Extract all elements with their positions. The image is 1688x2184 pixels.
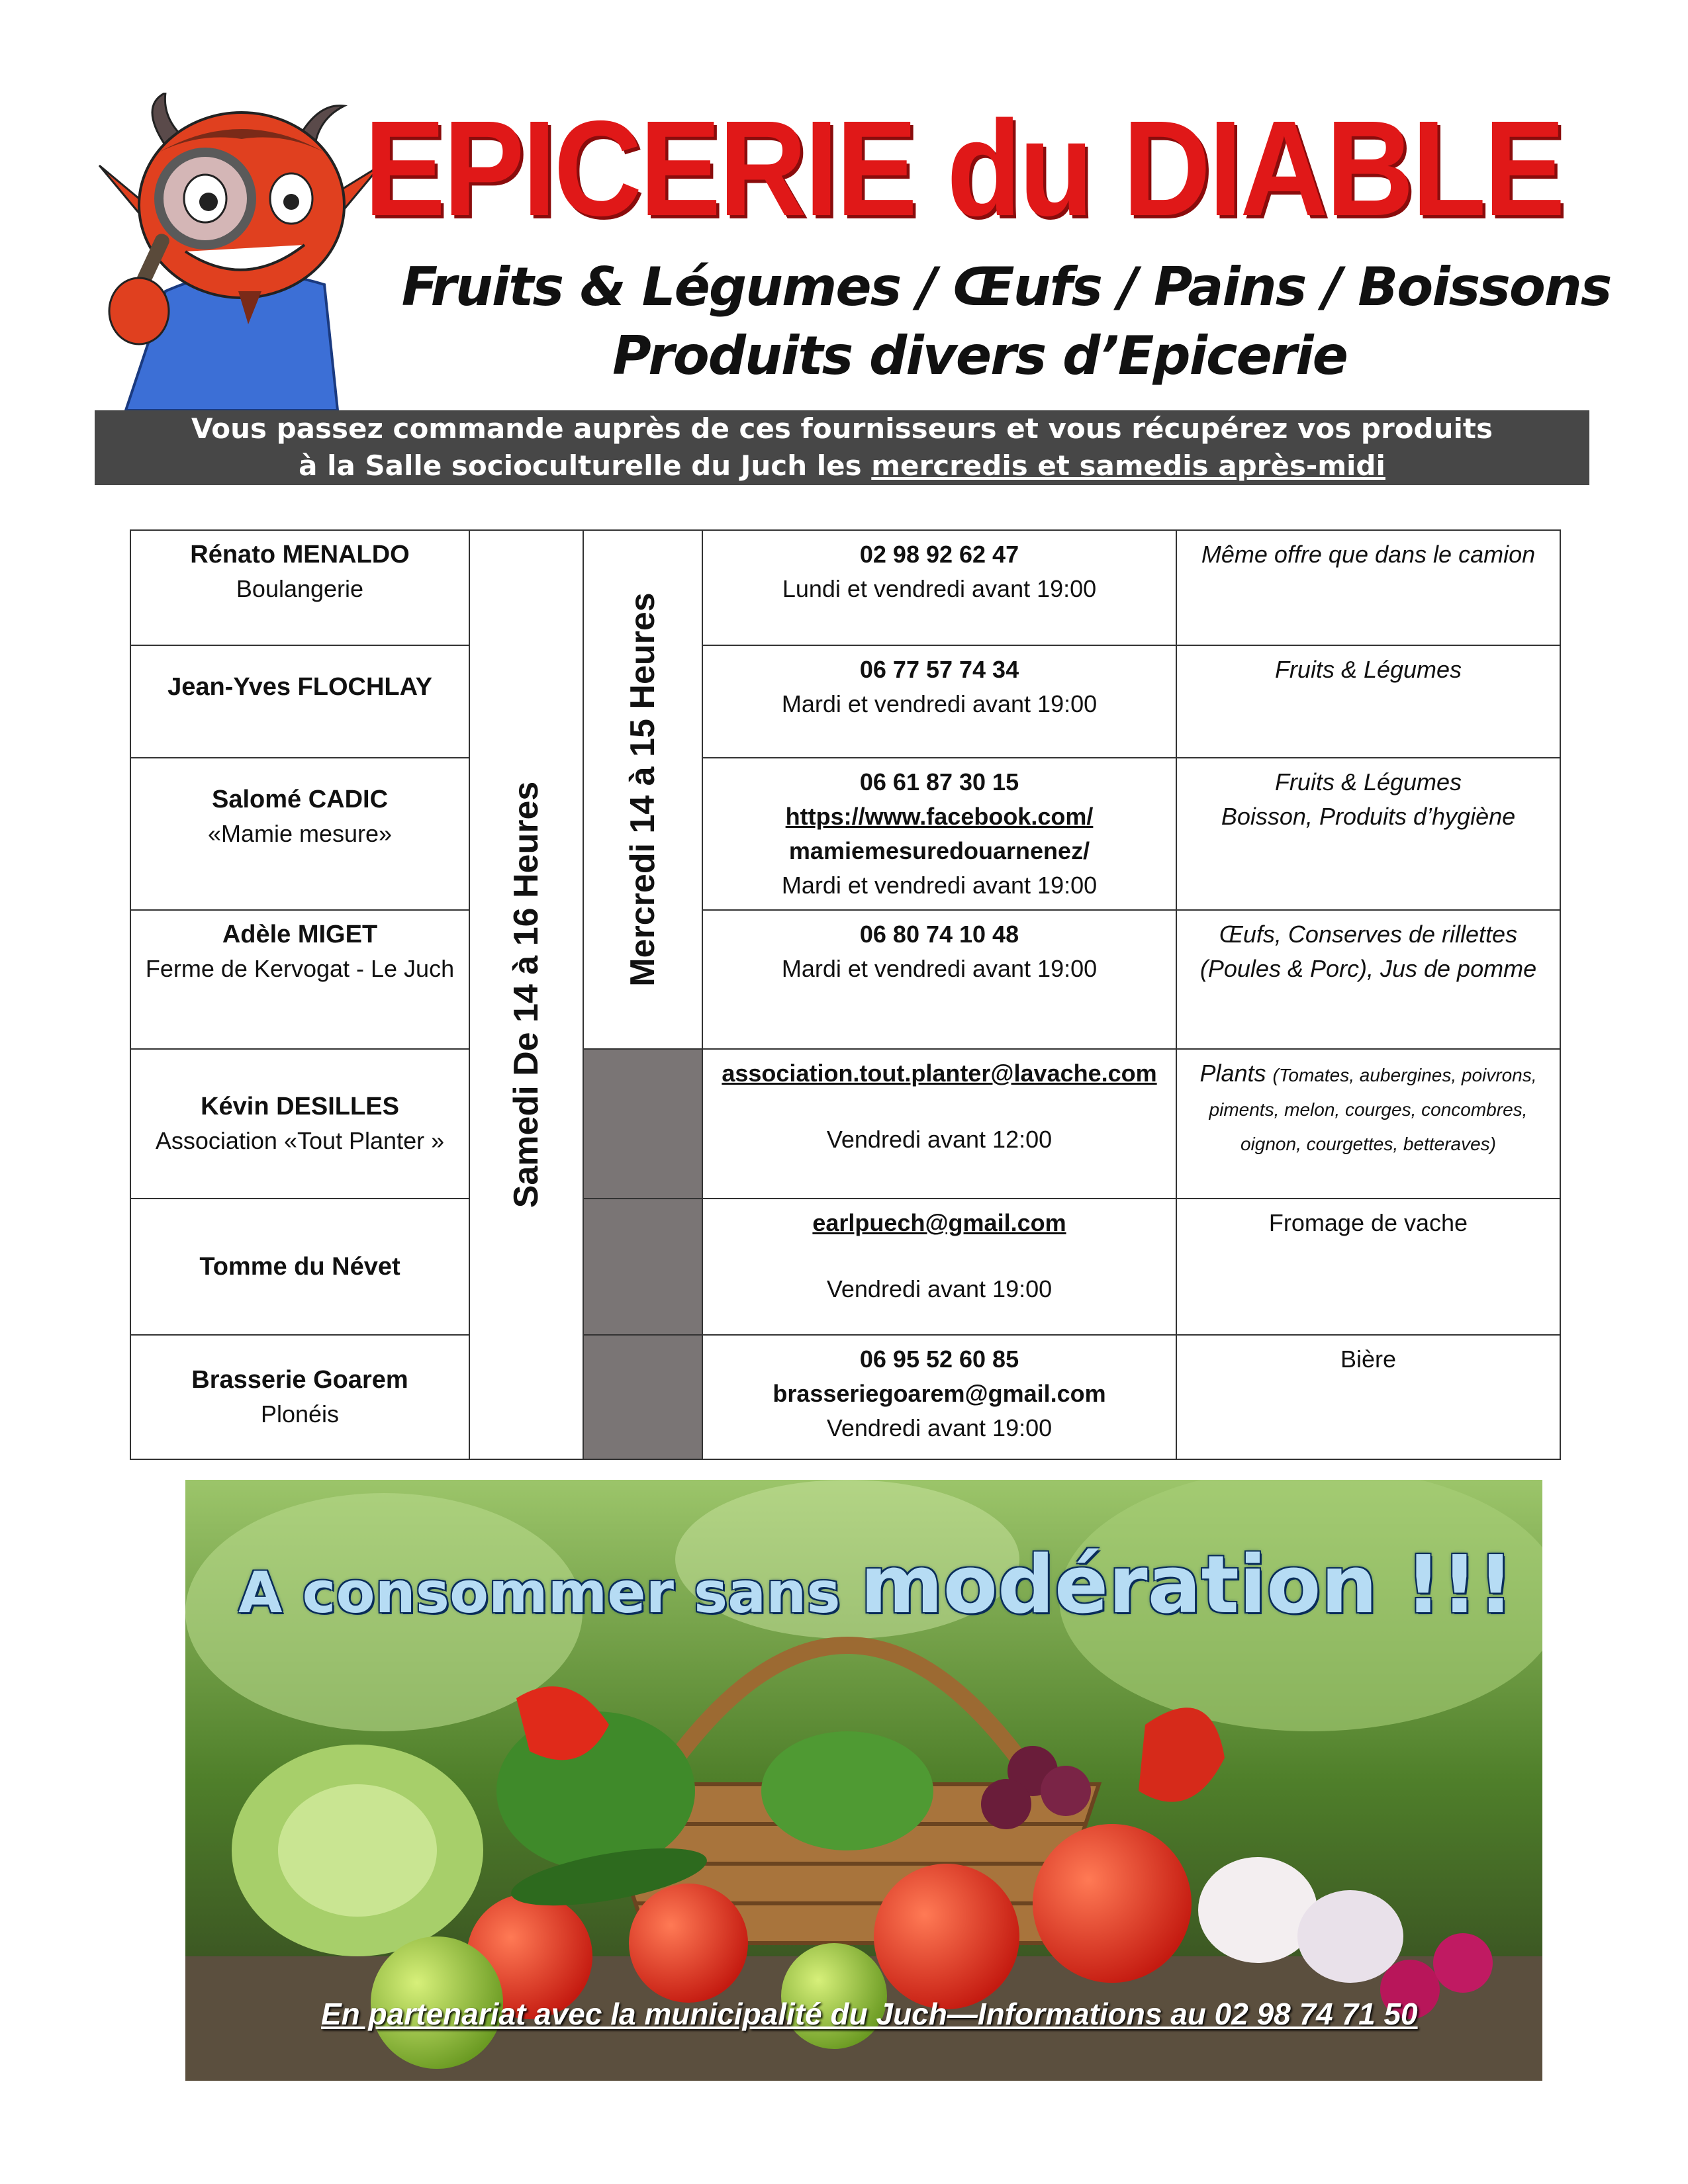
supplier-name: Adèle MIGET: [222, 921, 378, 948]
offer-text-2: Boisson, Produits d’hygiène: [1221, 803, 1516, 830]
banner-line-2-prefix: à la Salle socioculturelle du Juch les: [299, 449, 872, 482]
order-deadline: Vendredi avant 19:00: [826, 1414, 1053, 1441]
offer-cell: [1176, 1335, 1560, 1459]
phone-number[interactable]: 06 80 74 10 48: [859, 921, 1019, 948]
table-row: [130, 1049, 1560, 1199]
caption-part-2: modération !!!: [860, 1539, 1514, 1631]
email-link[interactable]: earlpuech@gmail.com: [812, 1209, 1066, 1236]
supplier-cell: [130, 1335, 469, 1459]
offer-cell: [1176, 758, 1560, 910]
supplier-name: Brasserie Goarem: [191, 1366, 408, 1394]
wednesday-hours: Mercredi 14 à 15 Heures: [624, 592, 662, 987]
vegetable-basket-image: [185, 1480, 1542, 2081]
supplier-name: Rénato MENALDO: [190, 541, 410, 569]
order-deadline: Lundi et vendredi avant 19:00: [782, 575, 1097, 602]
banner-line-2: [95, 447, 1589, 484]
supplier-subtitle: Association «Tout Planter »: [155, 1127, 445, 1154]
offer-cell: [1176, 1199, 1560, 1335]
devil-mascot-icon: [86, 93, 391, 410]
offer-text: Œufs, Conserves de rillettes (Poules & Porc), Jus de pomme: [1199, 921, 1537, 982]
no-wednesday-cell: [583, 1049, 702, 1199]
no-wednesday-cell: [583, 1335, 702, 1459]
phone-number[interactable]: 06 77 57 74 34: [859, 656, 1019, 683]
saturday-column: [469, 530, 583, 1459]
supplier-cell: [130, 758, 469, 910]
contact-cell: [702, 530, 1176, 645]
supplier-subtitle: «Mamie mesure»: [207, 820, 393, 847]
order-deadline: Mardi et vendredi avant 19:00: [781, 872, 1098, 899]
no-wednesday-cell: [583, 1199, 702, 1335]
order-deadline: Vendredi avant 19:00: [826, 1275, 1053, 1302]
phone-number[interactable]: 02 98 92 62 47: [859, 541, 1019, 568]
wednesday-column: [583, 530, 702, 1049]
supplier-cell: [130, 1049, 469, 1199]
contact-cell: [702, 758, 1176, 910]
offer-cell: [1176, 645, 1560, 758]
offer-text: Fruits & Légumes: [1274, 768, 1462, 796]
supplier-name: Kévin DESILLES: [201, 1093, 399, 1120]
offer-text: Bière: [1340, 1345, 1397, 1373]
phone-number[interactable]: 06 61 87 30 15: [859, 768, 1019, 796]
contact-cell: [702, 645, 1176, 758]
table-row: [130, 1335, 1560, 1459]
table-row: [130, 910, 1560, 1049]
subtitle-products: Fruits & Légumes / Œufs / Pains / Boissons: [401, 256, 1611, 318]
contact-cell: [702, 1199, 1176, 1335]
offer-cell: [1176, 910, 1560, 1049]
facebook-link[interactable]: https://www.facebook.com/: [785, 803, 1094, 830]
offer-cell: [1176, 1049, 1560, 1199]
table-row: [130, 645, 1560, 758]
banner-line-1: Vous passez commande auprès de ces fournisseurs et vous récupérez vos produits: [191, 412, 1493, 445]
info-banner: [95, 410, 1589, 485]
table-row: [130, 530, 1560, 645]
contact-cell: [702, 1049, 1176, 1199]
table-row: [130, 1199, 1560, 1335]
order-deadline: Mardi et vendredi avant 19:00: [781, 955, 1098, 982]
supplier-name: Tomme du Névet: [199, 1253, 400, 1281]
partnership-note: En partenariat avec la municipalité du Juch—Informations au 02 98 74 71 50: [321, 1997, 1418, 2031]
facebook-link-path[interactable]: mamiemesuredouarnenez/: [788, 837, 1090, 864]
supplier-cell: [130, 910, 469, 1049]
contact-cell: [702, 1335, 1176, 1459]
offer-cell: [1176, 530, 1560, 645]
offer-detail: (Tomates, aubergines, poivrons, piments, melon, courges, concombres, oignon, courgettes, betteraves): [1209, 1065, 1537, 1154]
order-deadline: Vendredi avant 12:00: [826, 1126, 1053, 1153]
moderation-caption: [238, 1539, 1536, 1631]
subtitle-grocery: Produits divers d’Epicerie: [612, 325, 1347, 387]
saturday-hours: Samedi De 14 à 16 Heures: [507, 781, 545, 1208]
supplier-subtitle: Plonéis: [260, 1400, 340, 1428]
page-title: EPICERIE du DIABLE: [364, 93, 1564, 244]
table-row: [130, 758, 1560, 910]
banner-days: mercredis et samedis après-midi: [871, 449, 1385, 482]
offer-text: Fromage de vache: [1268, 1209, 1468, 1236]
supplier-cell: [130, 645, 469, 758]
email-link[interactable]: brasseriegoarem@gmail.com: [773, 1380, 1106, 1407]
supplier-subtitle: Boulangerie: [236, 575, 364, 602]
offer-text: Fruits & Légumes: [1274, 656, 1462, 683]
supplier-cell: [130, 1199, 469, 1335]
caption-part-1: A consommer sans: [238, 1560, 861, 1626]
supplier-subtitle: Ferme de Kervogat - Le Juch: [145, 955, 455, 982]
contact-cell: [702, 910, 1176, 1049]
supplier-name: Jean-Yves FLOCHLAY: [167, 673, 432, 701]
order-deadline: Mardi et vendredi avant 19:00: [781, 690, 1098, 717]
offer-text: Plants: [1199, 1060, 1266, 1087]
supplier-name: Salomé CADIC: [211, 786, 389, 813]
supplier-cell: [130, 530, 469, 645]
offer-text: Même offre que dans le camion: [1201, 541, 1536, 568]
suppliers-table: [130, 529, 1561, 1460]
email-link[interactable]: association.tout.planter@lavache.com: [722, 1060, 1157, 1087]
phone-number[interactable]: 06 95 52 60 85: [859, 1345, 1019, 1373]
